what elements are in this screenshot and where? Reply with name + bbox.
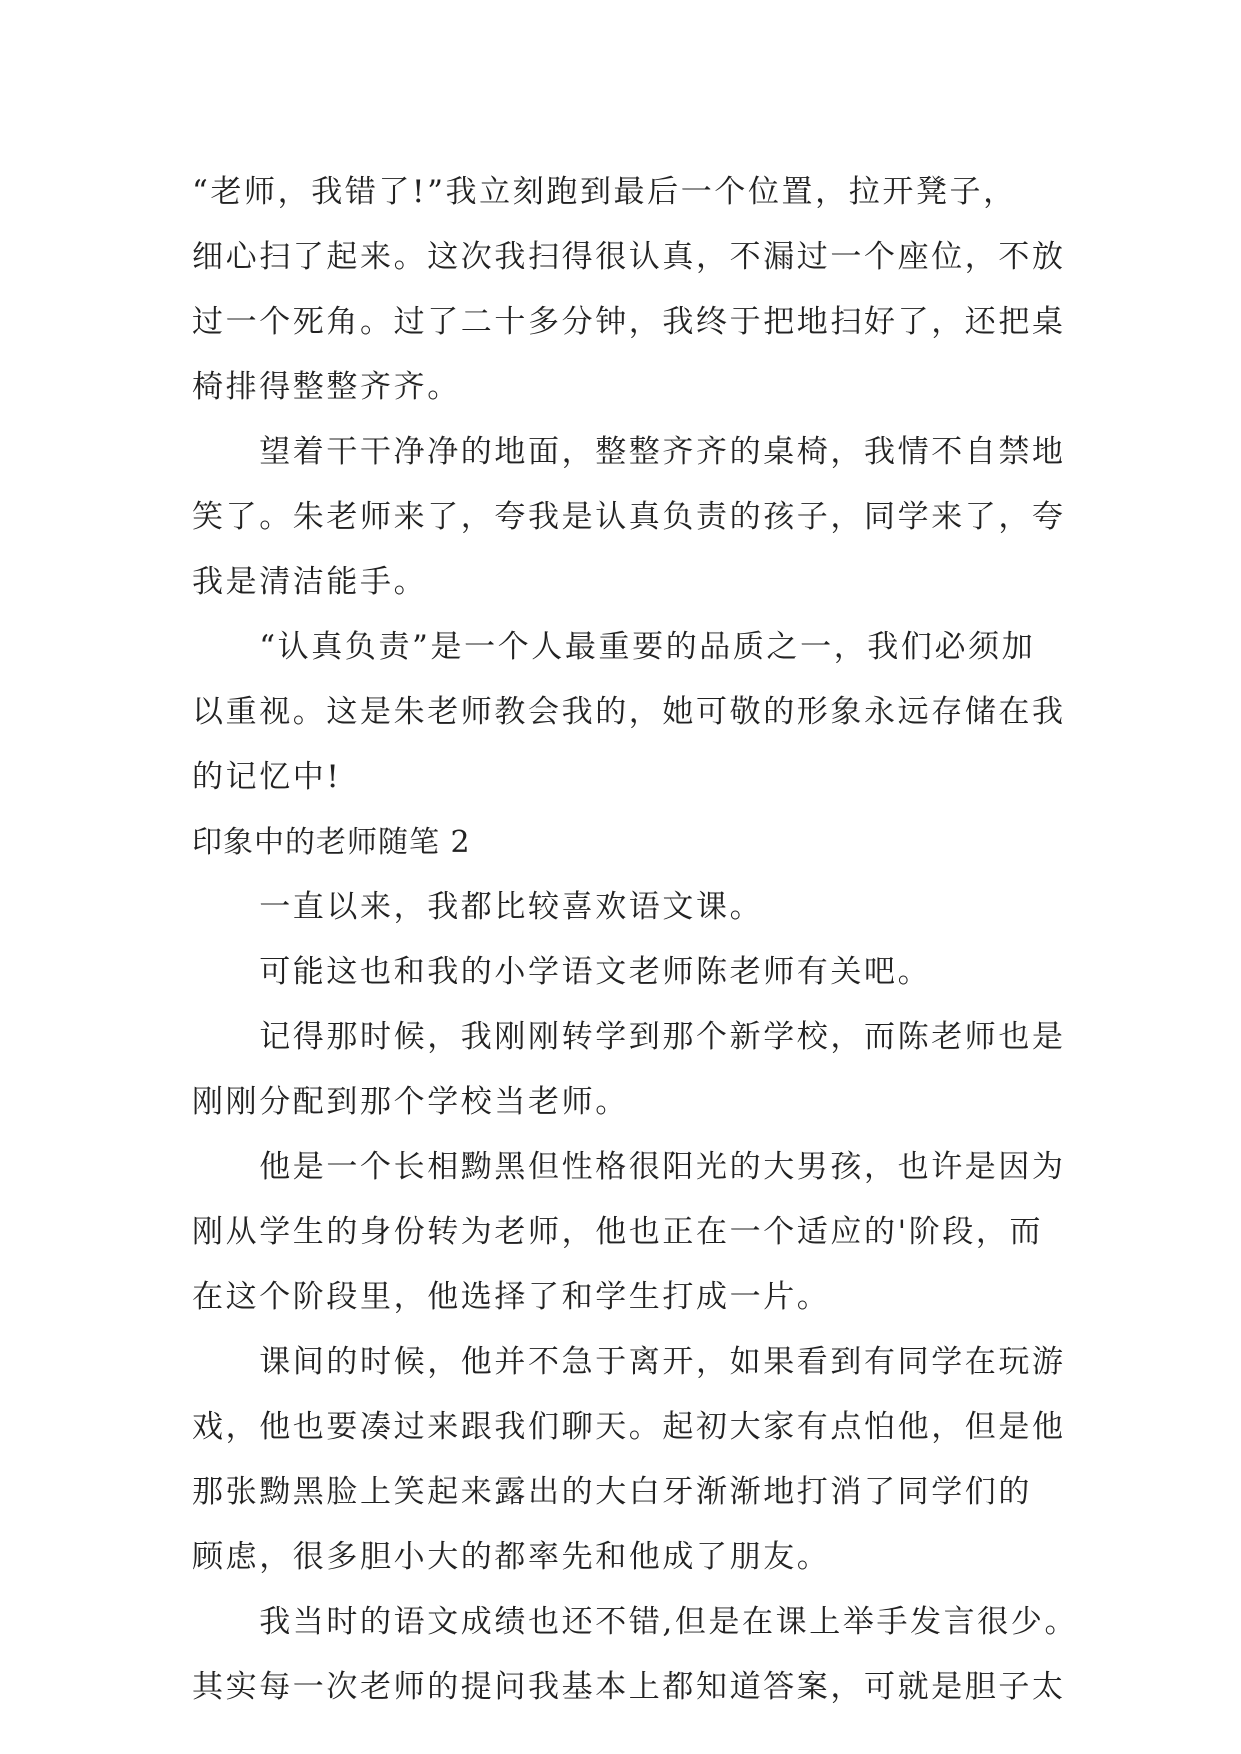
text-line: 刚从学生的身份转为老师，他也正在一个适应的'阶段，而 xyxy=(192,1214,1044,1250)
text-line: 课间的时候，他并不急于离开，如果看到有同学在玩游 xyxy=(192,1344,1066,1380)
text-line: 刚刚分配到那个学校当老师。 xyxy=(192,1084,629,1120)
text-line: 的记忆中! xyxy=(192,759,342,795)
text-line: 椅排得整整齐齐。 xyxy=(192,369,461,405)
text-line: “老师，我错了!”我立刻跑到最后一个位置，拉开凳子， xyxy=(192,174,1017,210)
text-line: “认真负责”是一个人最重要的品质之一，我们必须加 xyxy=(192,629,1036,665)
text-line: 可能这也和我的小学语文老师陈老师有关吧。 xyxy=(192,954,932,990)
text-line: 顾虑，很多胆小大的都率先和他成了朋友。 xyxy=(192,1539,831,1575)
document-body xyxy=(192,160,1079,1720)
text-line: 其实每一次老师的提问我基本上都知道答案，可就是胆子太 xyxy=(192,1669,1066,1705)
text-line: 一直以来，我都比较喜欢语文课。 xyxy=(192,889,764,925)
section-title: 印象中的老师随笔 2 xyxy=(192,825,471,860)
text-line: 望着干干净净的地面，整整齐齐的桌椅，我情不自禁地 xyxy=(192,434,1066,470)
text-line: 笑了。朱老师来了，夸我是认真负责的孩子，同学来了，夸 xyxy=(192,499,1066,535)
text-line: 他是一个长相黝黑但性格很阳光的大男孩，也许是因为 xyxy=(192,1149,1066,1185)
text-line: 过一个死角。过了二十多分钟，我终于把地扫好了，还把桌 xyxy=(192,304,1066,340)
text-line: 以重视。这是朱老师教会我的，她可敬的形象永远存储在我 xyxy=(192,694,1066,730)
text-line: 细心扫了起来。这次我扫得很认真，不漏过一个座位，不放 xyxy=(192,239,1066,275)
text-line: 我是清洁能手。 xyxy=(192,564,428,600)
text-line: 记得那时候，我刚刚转学到那个新学校，而陈老师也是 xyxy=(192,1019,1066,1055)
text-line: 戏，他也要凑过来跟我们聊天。起初大家有点怕他，但是他 xyxy=(192,1409,1066,1445)
text-line: 那张黝黑脸上笑起来露出的大白牙渐渐地打消了同学们的 xyxy=(192,1474,1032,1510)
text-line: 我当时的语文成绩也还不错,但是在课上举手发言很少。 xyxy=(192,1604,1079,1640)
text-line: 在这个阶段里，他选择了和学生打成一片。 xyxy=(192,1279,831,1315)
